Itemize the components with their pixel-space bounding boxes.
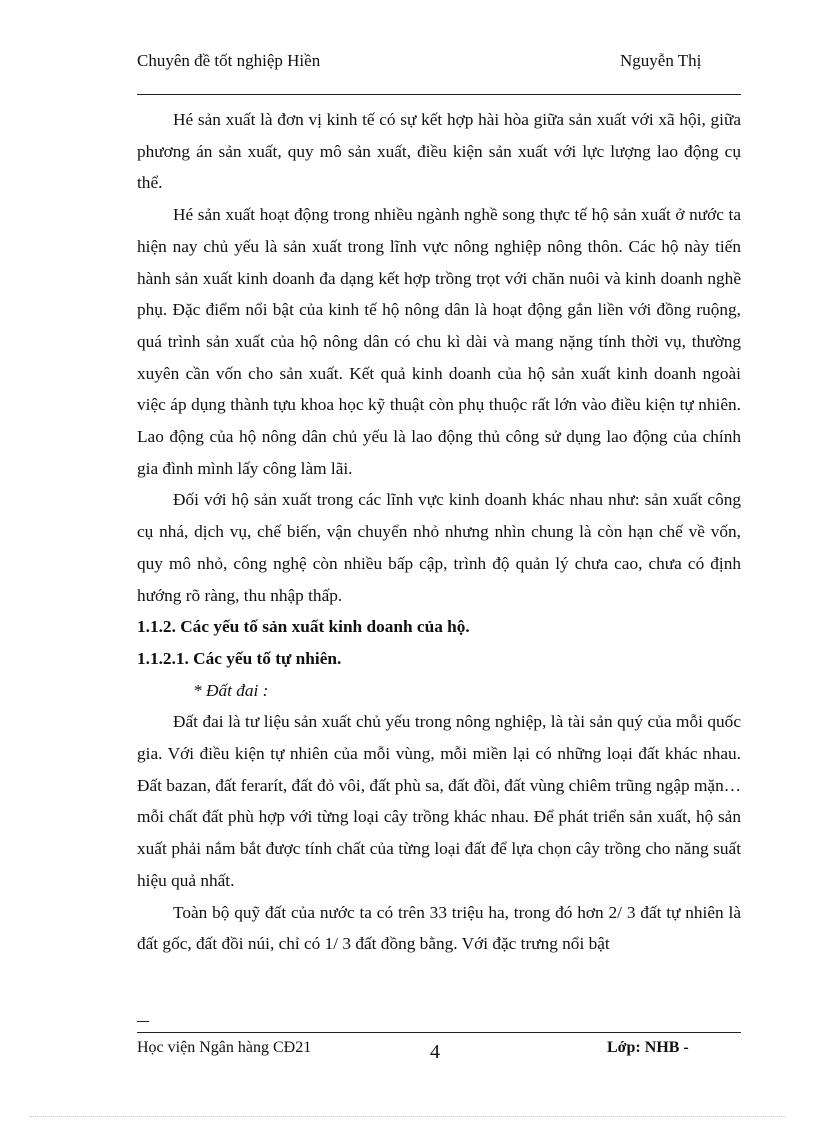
section-heading-production-factors: 1.1.2. Các yếu tố sản xuất kinh doanh của hộ. [137, 617, 470, 637]
paragraph-household-activities: Hé sản xuất hoạt động trong nhiều ngành nghề song thực tế hộ sản xuất ở nước ta hiện nay chủ yếu là sản xuất trong lĩnh vực nông nghiệp nông thôn. Các hộ này tiến hành sản xuất kinh doanh đa dạng kết hợp trồng trọt với chăn nuôi và kinh doanh nghề phụ. Đặc điểm nổi bật của kinh tế hộ nông dân là hoạt động gắn liền với đồng ruộng, quá trình sản xuất của hộ nông dân có chu kì dài và mang nặng tính thời vụ, thường xuyên cần vốn cho sản xuất. Kết quả kinh doanh của hộ sản xuất kinh doanh ngoài việc áp dụng thành tựu khoa học kỹ thuật còn phụ thuộc rất lớn vào điều kiện tự nhiên. Lao động của hộ nông dân chủ yếu là lao động thủ công sử dụng lao động của chính gia đình mình lấy công làm lãi. [137, 205, 741, 478]
header-divider [137, 94, 741, 95]
footer-class: Lớp: NHB - [607, 1039, 689, 1056]
page-edge-guide [30, 1116, 786, 1117]
paragraph-land-importance: Đất đai là tư liệu sản xuất chủ yếu trong nông nghiệp, là tài sản quý của mỗi quốc gia. Với điều kiện tự nhiên của mỗi vùng, mỗi miền lại có những loại đất khác nhau. Đất bazan, đất ferarít, đất đỏ vôi, đất phù sa, đất đồi, đất vùng chiêm trũng ngập mặn…mỗi chất đất phù hợp với từng loại cây trồng khác nhau. Để phát triển sản xuất, hộ sản xuất phải nắm bắt được tính chất của từng loại đất để lựa chọn cây trồng cho năng suất hiệu quả nhất. [137, 712, 741, 890]
document-body [137, 104, 741, 960]
paragraph-other-sectors: Đối với hộ sản xuất trong các lĩnh vực kinh doanh khác nhau như: sản xuất công cụ nhá, dịch vụ, chế biến, vận chuyển nhỏ nhưng nhìn chung là còn hạn chế về vốn, quy mô nhỏ, công nghệ còn nhiều bấp cập, trình độ quản lý chưa cao, chưa có định hướng rõ ràng, thu nhập thấp. [137, 490, 741, 605]
header-author: Nguyễn Thị [620, 51, 702, 70]
subsection-heading-natural-factors: 1.1.2.1. Các yếu tố tự nhiên. [137, 648, 342, 668]
footer-institution: Học viện Ngân hàng CĐ21 [137, 1039, 312, 1056]
item-heading-land: * Đất đai : [193, 680, 269, 700]
footer-divider [137, 1032, 741, 1033]
page-number: 4 [430, 1041, 440, 1063]
paragraph-land-fund: Toàn bộ quỹ đất của nước ta có trên 33 triệu ha, trong đó hơn 2/ 3 đất tự nhiên là đất gốc, đất đồi núi, chỉ có 1/ 3 đất đồng bằng. Với đặc trưng nổi bật [137, 902, 741, 954]
paragraph-household-definition: Hé sản xuất là đơn vị kinh tế có sự kết hợp hài hòa giữa sản xuất với xã hội, giữa phương án sản xuất, quy mô sản xuất, điều kiện sản xuất với lực lượng lao động cụ thể. [137, 110, 741, 193]
header-left-title: Chuyên đề tốt nghiệp Hiền [137, 51, 321, 70]
footnote-separator [137, 1021, 149, 1022]
